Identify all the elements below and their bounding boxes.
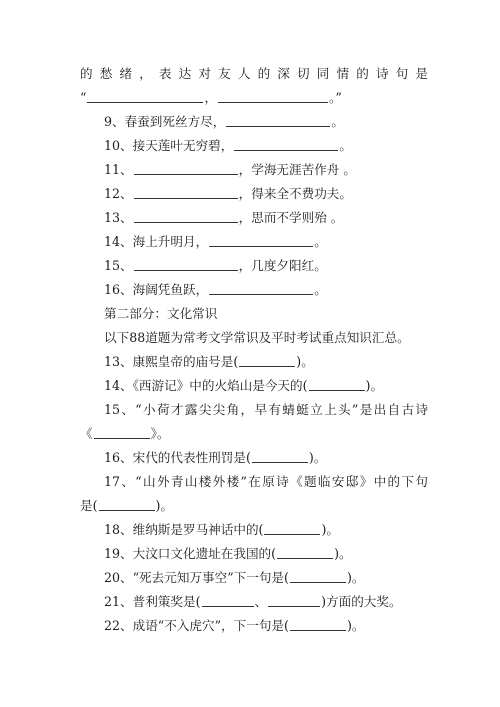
question-text: 13、 [104, 210, 133, 225]
heading-text: 第二部分：文化常识 [104, 306, 218, 321]
culture-question-17-cont [80, 498, 428, 514]
question-text: 22、成语“不入虎穴”，下一句是( [104, 618, 289, 633]
answer-blank[interactable] [290, 619, 346, 631]
answer-blank[interactable] [94, 427, 150, 439]
question-text: 。 [331, 114, 344, 129]
answer-blank[interactable] [234, 139, 338, 151]
separator: ， [204, 90, 218, 105]
culture-question-16 [104, 450, 428, 466]
answer-blank[interactable] [290, 571, 346, 583]
question-text: )。 [346, 618, 365, 633]
question-text: 《 [80, 426, 93, 441]
text-line-2 [80, 90, 428, 106]
question-text: )。 [346, 570, 365, 585]
question-text: 16、海阔凭鱼跃， [104, 282, 209, 297]
question-text: )。 [334, 546, 352, 561]
section-heading [104, 306, 428, 322]
question-text: 15、“小荷才露尖尖角，早有蜻蜓立上头”是出自古诗 [104, 402, 428, 417]
answer-blank[interactable] [239, 355, 295, 367]
culture-question-20 [104, 570, 428, 586]
question-text: 18、维纳斯是罗马神话中的( [104, 522, 264, 537]
question-11 [104, 162, 428, 178]
question-text: )。 [308, 450, 327, 465]
question-text: ，思而不学则殆 。 [238, 210, 344, 225]
question-text: 12、 [104, 186, 133, 201]
question-text: ，得来全不费功夫。 [238, 186, 352, 201]
culture-question-18 [104, 522, 428, 538]
culture-question-15-cont [80, 426, 428, 442]
question-10 [104, 138, 428, 154]
question-text: )方面的大奖。 [321, 594, 402, 609]
question-text: 》。 [150, 426, 170, 441]
question-9 [104, 114, 428, 130]
question-text: 9、春蚕到死丝方尽， [104, 114, 226, 129]
question-text: 。 [314, 234, 327, 249]
question-text: )。 [365, 378, 384, 393]
intro-text: 以下88道题为常考文学常识及平时考试重点知识汇总。 [104, 330, 410, 345]
question-text: 14、《西游记》中的火焰山是今天的( [104, 378, 308, 393]
question-text: )。 [296, 354, 314, 369]
text-line-1 [80, 66, 428, 82]
culture-question-19 [104, 546, 428, 562]
question-text: 16、宋代的代表性刑罚是( [104, 450, 251, 465]
question-text: ，学海无涯苦作舟 。 [238, 162, 356, 177]
culture-question-13 [104, 354, 428, 370]
answer-blank[interactable] [134, 163, 238, 175]
answer-blank[interactable] [202, 595, 254, 607]
question-text: )。 [155, 498, 174, 513]
answer-blank[interactable] [218, 91, 328, 103]
question-text: 15、 [104, 258, 133, 273]
question-14 [104, 234, 428, 250]
question-text: 11、 [104, 162, 133, 177]
culture-question-14 [104, 378, 428, 394]
question-text: 是( [80, 498, 98, 513]
question-12 [104, 186, 428, 202]
question-text: 17、“山外青山楼外楼”在原诗《题临安邸》中的下句 [104, 474, 428, 489]
line-text: 的愁绪，表达对友人的深切同情的诗句是 [80, 66, 428, 81]
answer-blank[interactable] [268, 595, 320, 607]
answer-blank[interactable] [134, 187, 238, 199]
question-text: 21、普利策奖是( [104, 594, 201, 609]
answer-blank[interactable] [134, 211, 238, 223]
question-text: 。 [339, 138, 352, 153]
question-15 [104, 258, 428, 274]
question-text: 、 [254, 594, 268, 609]
question-text: 10、接天莲叶无穷碧， [104, 138, 234, 153]
answer-blank[interactable] [99, 499, 155, 511]
answer-blank[interactable] [252, 451, 308, 463]
answer-blank[interactable] [87, 91, 203, 103]
answer-blank[interactable] [134, 259, 238, 271]
answer-blank[interactable] [309, 379, 365, 391]
answer-blank[interactable] [226, 115, 330, 127]
question-16 [104, 282, 428, 298]
culture-question-22 [104, 618, 428, 634]
answer-blank[interactable] [209, 235, 313, 247]
culture-question-21 [104, 594, 428, 610]
answer-blank[interactable] [277, 547, 333, 559]
question-text: 19、大汶口文化遗址在我国的( [104, 546, 277, 561]
question-text: ，几度夕阳红。 [238, 258, 327, 273]
culture-question-15 [104, 402, 428, 418]
question-text: 20、“死去元知万事空”下一句是( [104, 570, 289, 585]
question-text: )。 [321, 522, 339, 537]
answer-blank[interactable] [209, 283, 313, 295]
answer-blank[interactable] [264, 523, 320, 535]
section-intro [104, 330, 428, 346]
question-text: 14、海上升明月， [104, 234, 209, 249]
close-quote: 。” [329, 90, 342, 105]
question-text: 。 [314, 282, 327, 297]
question-13 [104, 210, 428, 226]
culture-question-17 [104, 474, 428, 490]
open-quote: “ [80, 90, 87, 105]
question-text: 13、康熙皇帝的庙号是( [104, 354, 239, 369]
